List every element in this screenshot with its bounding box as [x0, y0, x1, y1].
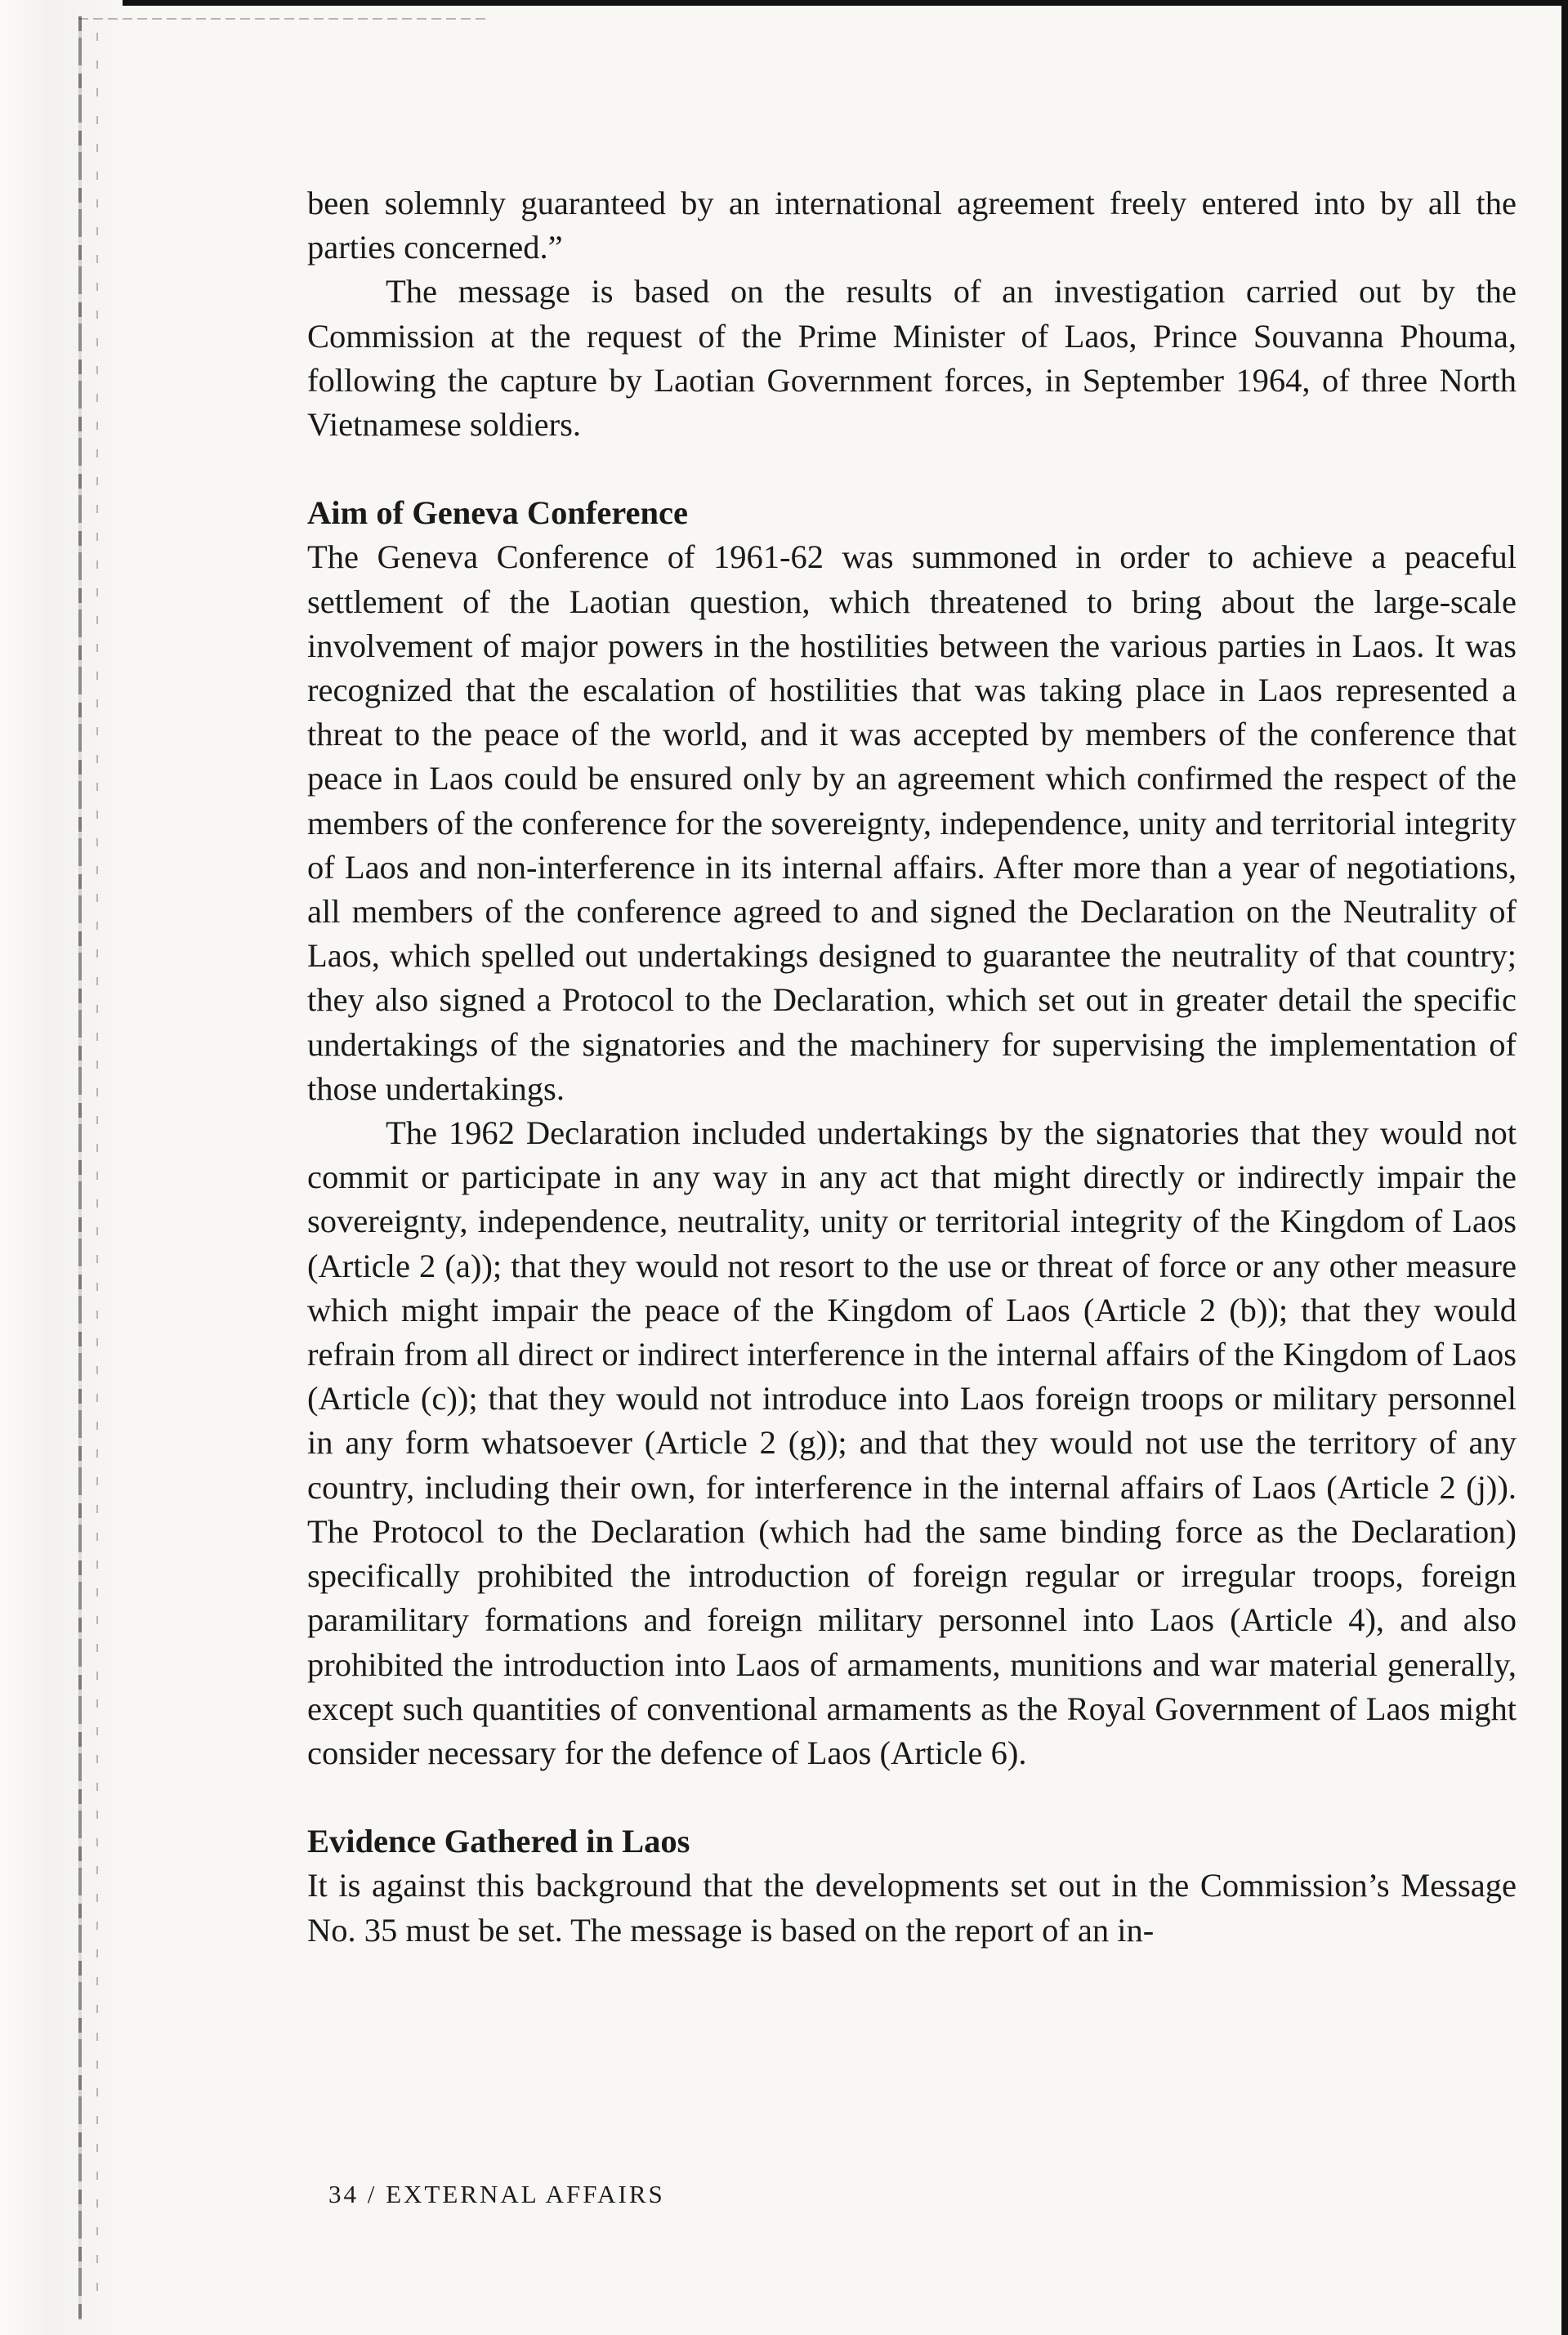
scan-binding-edge [0, 0, 123, 2335]
continued-paragraph: been solemnly guaranteed by an international agreement freely entered into by all the parties concerned.” [307, 185, 1517, 266]
message-paragraph: The message is based on the results of an investigation carried out by the Commission at the request of the Prime Minister of Laos, Prince Souvanna Phouma, following the capture by Laotian Government forces, in September 1964, of three North Vietnamese soldiers. [307, 273, 1517, 444]
section-heading-geneva: Aim of Geneva Conference [307, 494, 689, 532]
body-text-column [307, 181, 1517, 1953]
binding-top-rule [78, 18, 487, 20]
binding-edge-line-secondary [96, 33, 98, 2304]
section-gap [307, 1775, 1517, 1819]
evidence-paragraph-1: It is against this background that the developments set out in the Commission’s Message No. 35 must be set. The message is based on the report of an in- [307, 1867, 1517, 1949]
geneva-paragraph-2: The 1962 Declaration included undertakings by the signatories that they would not commit or participate in any way in any act that might directly or indirectly impair the sovereignty, independence, neutrality, unity or territorial integrity of the Kingdom of Laos (Article 2 (a)); that they would not resort to the use or threat of force or any other measure which might impair the peace of the Kingdom of Laos (Article 2 (b)); that they would refrain from all direct or indirect interference in the internal affairs of the Kingdom of Laos (Article (c)); that they would not introduce into Laos foreign troops or military personnel in any form whatsoever (Article 2 (g)); and that they would not use the territory of any country, including their own, for interference in the internal affairs of Laos (Article 2 (j)). The Protocol to the Declaration (which had the same binding force as the Declaration) specifically prohibited the introduction of foreign regular or irregular troops, foreign paramilitary formations and foreign military personnel into Laos (Article 4), and also prohibited the introduction into Laos of armaments, munitions and war material generally, except such quantities of conventional armaments as the Royal Government of Laos might consider necessary for the defence of Laos (Article 6). [307, 1114, 1517, 1771]
page-footer-label: 34 / EXTERNAL AFFAIRS [328, 2180, 665, 2208]
geneva-paragraph-1: The Geneva Conference of 1961-62 was summoned in order to achieve a peaceful settlement of the Laotian question, which threatened to bring about the large-scale involvement of major powers in the hostilities between the various parties in Laos. It was recognized that the escalation of hostilities that was taking place in Laos represented a threat to the peace of the world, and it was accepted by members of the conference that peace in Laos could be ensured only by an agreement which confirmed the respect of the members of the conference for the sovereignty, independence, unity and territorial integrity of Laos and non-interference in its internal affairs. After more than a year of negotiations, all members of the conference agreed to and signed the Declaration on the Neutrality of Laos, which spelled out undertakings designed to guarantee the neutrality of that country; they also signed a Protocol to the Declaration, which set out in greater detail the specific undertakings of the signatories and the machinery for supervising the implementation of those undertakings. [307, 538, 1517, 1107]
scan-top-border [0, 0, 1568, 6]
scan-right-border [1561, 0, 1568, 2335]
binding-edge-line [78, 16, 82, 2320]
section-gap [307, 447, 1517, 491]
section-heading-evidence: Evidence Gathered in Laos [307, 1823, 690, 1860]
